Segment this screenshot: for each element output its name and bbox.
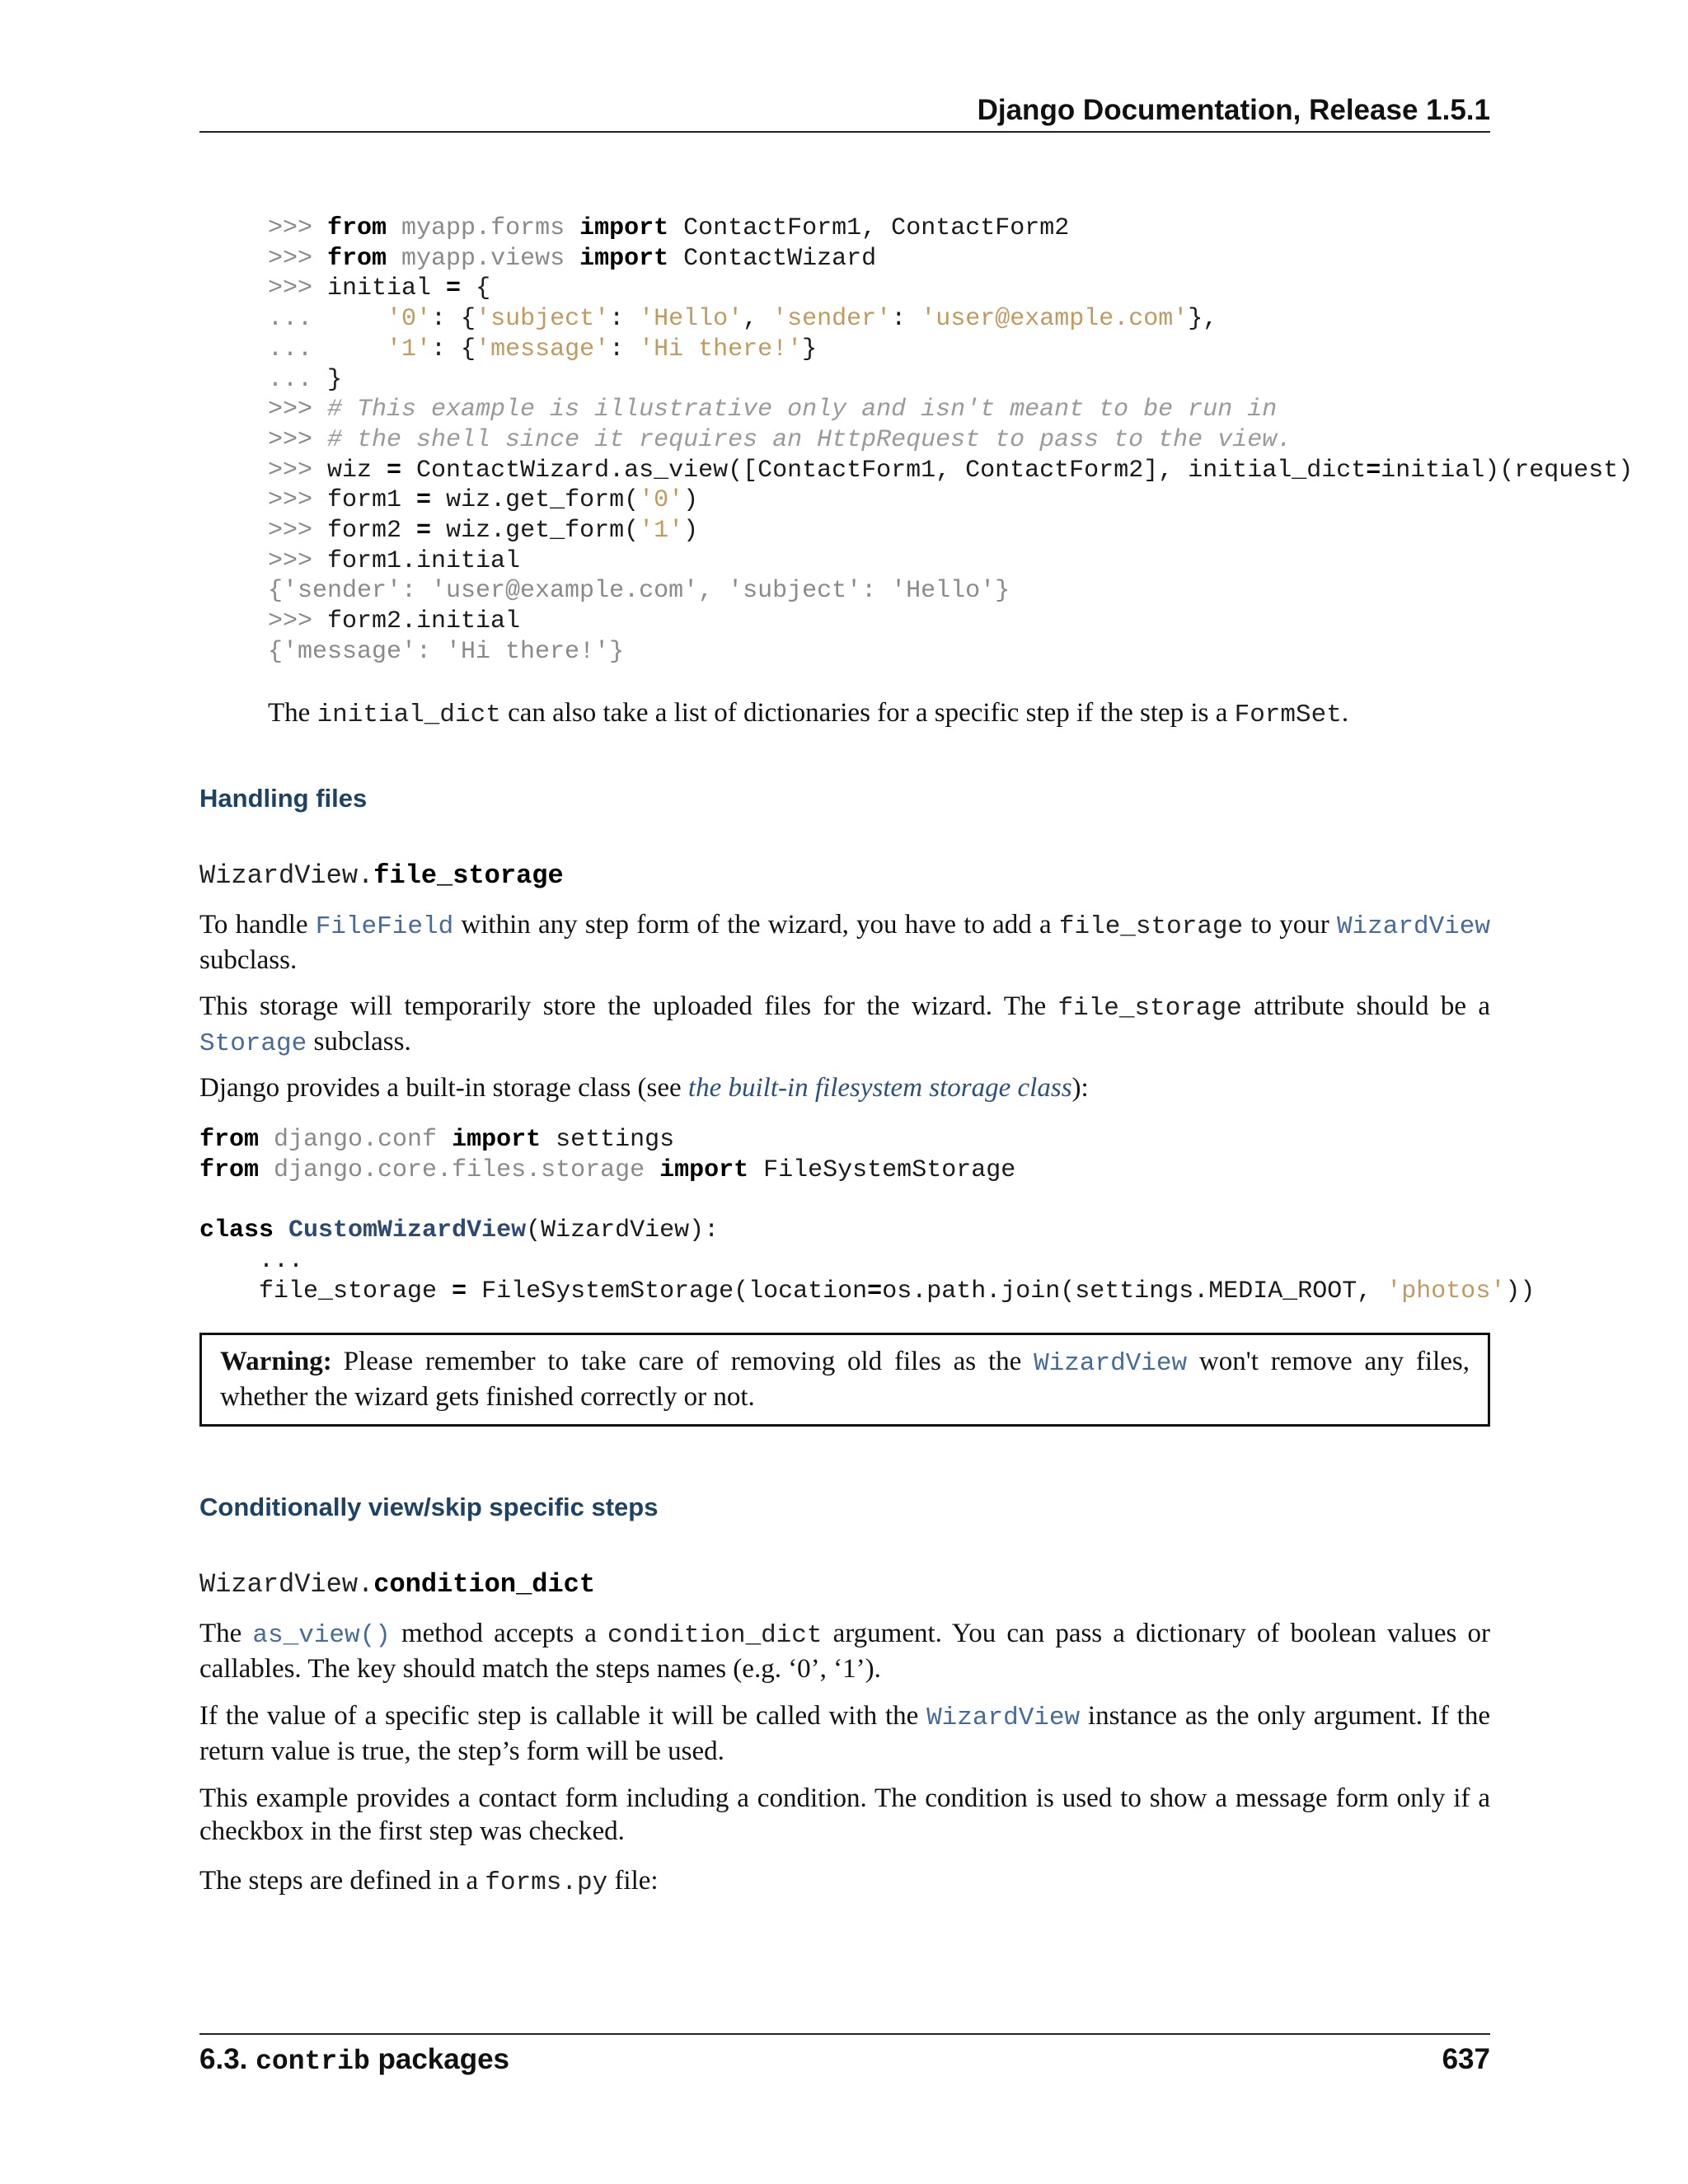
footer-rule	[199, 2033, 1490, 2035]
code-line: >>> initial = {	[268, 274, 491, 303]
warning-box: Warning: Please remember to take care of removing old files as the WizardView won't remove any files, whether the wizard gets finished correctly or not.	[199, 1333, 1490, 1427]
code-line: ...	[199, 1246, 304, 1275]
code-line: >>> form1 = wiz.get_form('0')	[268, 486, 699, 515]
api-signature-condition-dict: WizardView.condition_dict	[199, 1569, 596, 1600]
link-builtin-filesystem-storage[interactable]: the built-in filesystem storage class	[687, 1073, 1072, 1103]
header-rule	[199, 131, 1490, 133]
footer-section-title: 6.3. contrib packages	[199, 2043, 510, 2077]
warning-label: Warning:	[220, 1347, 332, 1376]
code-line: >>> from myapp.forms import ContactForm1, ContactForm2	[268, 214, 1070, 242]
paragraph-callable-step: If the value of a specific step is callable it will be called with the WizardView instance as the only argument. If the return value is true, the step’s form will be used.	[199, 1701, 1490, 1766]
code-line: >>> # This example is illustrative only and isn't meant to be run in	[268, 396, 1278, 424]
code-line: >>> form2 = wiz.get_form('1')	[268, 517, 699, 546]
code-line: >>> form1.initial	[268, 546, 521, 575]
code-block-initial-dict	[268, 213, 1633, 668]
code-line: >>> form2.initial	[268, 607, 521, 636]
code-line: from django.conf import settings	[199, 1126, 675, 1154]
inline-code-formset: FormSet	[1234, 701, 1342, 729]
paragraph-initial-dict: The initial_dict can also take a list of dictionaries for a specific step if the step is a FormSet.	[268, 698, 1349, 729]
code-line: ... }	[268, 365, 343, 394]
code-line: class CustomWizardView(WizardView):	[199, 1216, 720, 1245]
link-as-view[interactable]: as_view()	[252, 1621, 391, 1650]
paragraph-contact-form-example: This example provides a contact form including a condition. The condition is used to show a message form only if a checkbox in the first step was checked.	[199, 1783, 1490, 1846]
code-line: {'sender': 'user@example.com', 'subject': 'Hello'}	[268, 577, 1010, 606]
link-wizardview[interactable]: WizardView	[1336, 912, 1490, 941]
running-header-title: Django Documentation, Release 1.5.1	[977, 94, 1490, 126]
code-line: from django.core.files.storage import FileSystemStorage	[199, 1155, 1016, 1184]
footer-page-number: 637	[1442, 2043, 1490, 2075]
code-line: {'message': 'Hi there!'}	[268, 637, 625, 666]
paragraph-builtin-storage: Django provides a built-in storage class (see the built-in filesystem storage class):	[199, 1073, 1089, 1103]
paragraph-storage: This storage will temporarily store the uploaded files for the wizard. The file_storage attribute should be a Storage subclass.	[199, 991, 1490, 1058]
code-line: >>> # the shell since it requires an HttpRequest to pass to the view.	[268, 425, 1292, 454]
inline-code-initial-dict: initial_dict	[316, 701, 501, 729]
api-signature-file-storage: WizardView.file_storage	[199, 860, 564, 891]
link-filefield[interactable]: FileField	[315, 912, 454, 941]
section-heading-conditional-steps: Conditionally view/skip specific steps	[199, 1493, 659, 1521]
link-wizardview-warning[interactable]: WizardView	[1034, 1349, 1188, 1378]
link-storage[interactable]: Storage	[199, 1029, 307, 1058]
code-line: >>> from myapp.views import ContactWizard	[268, 244, 877, 273]
paragraph-condition-dict: The as_view() method accepts a condition_dict argument. You can pass a dictionary of boolean values or callables. The key should match the steps names (e.g. ‘0’, ‘1’).	[199, 1619, 1490, 1684]
code-line: ... '1': {'message': 'Hi there!'}	[268, 335, 818, 363]
code-block-custom-wizard-view	[199, 1125, 1535, 1306]
section-heading-handling-files: Handling files	[199, 784, 368, 813]
code-line: file_storage = FileSystemStorage(location=os.path.join(settings.MEDIA_ROOT, 'photos'))	[199, 1277, 1536, 1305]
paragraph-filefield: To handle FileField within any step form of the wizard, you have to add a file_storage to your WizardView subclass.	[199, 910, 1490, 975]
code-line: ... '0': {'subject': 'Hello', 'sender': 'user@example.com'},	[268, 305, 1218, 334]
code-line: >>> wiz = ContactWizard.as_view([ContactForm1, ContactForm2], initial_dict=initial)(request)	[268, 456, 1634, 485]
paragraph-steps-forms-py: The steps are defined in a forms.py file:	[199, 1866, 659, 1897]
link-wizardview-instance[interactable]: WizardView	[926, 1704, 1081, 1732]
